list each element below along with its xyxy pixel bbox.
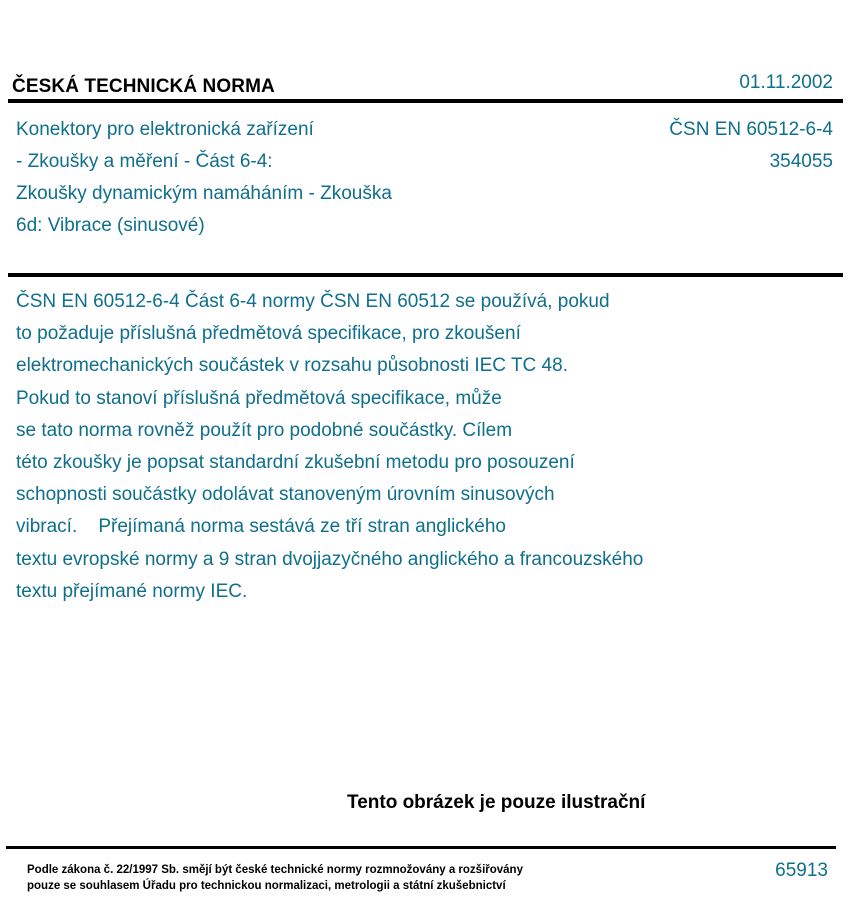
standard-title-line: 6d: Vibrace (sinusové) — [16, 215, 205, 236]
abstract-line: vibrací. Přejímaná norma sestává ze tří stran anglického — [16, 516, 506, 538]
standard-title — [16, 114, 486, 242]
issue-date: 01.11.2002 — [739, 72, 833, 93]
standard-title-line: Zkoušky dynamickým namáháním - Zkouška — [16, 183, 392, 204]
abstract-line: se tato norma rovněž použít pro podobné součástky. Cílem — [16, 419, 513, 441]
classification-code: 354055 — [769, 151, 833, 172]
legal-notice-line: Podle zákona č. 22/1997 Sb. smějí být české technické normy rozmnožovány a rozšiřovány — [27, 864, 523, 876]
abstract-line: to požaduje příslušná předmětová specifikace, pro zkoušení — [16, 323, 521, 345]
abstract-line: textu evropské normy a 9 stran dvojjazyčného anglického a francouzského — [16, 548, 644, 570]
abstract-line: textu přejímané normy IEC. — [16, 580, 248, 602]
header-divider — [8, 99, 843, 103]
standard-title-line: - Zkoušky a měření - Část 6-4: — [16, 151, 273, 172]
abstract-line: schopnosti součástky odolávat stanoveným úrovním sinusových — [16, 484, 555, 506]
abstract-line: ČSN EN 60512-6-4 Část 6-4 normy ČSN EN 60512 se používá, pokud — [16, 291, 610, 312]
abstract-line: elektromechanických součástek v rozsahu působnosti IEC TC 48. — [16, 355, 568, 377]
legal-notice — [27, 862, 523, 894]
legal-notice-line: pouze se souhlasem Úřadu pro technickou normalizaci, metrologii a státní zkušebnictví — [27, 880, 506, 892]
standard-title-line: Konektory pro elektronická zařízení — [16, 119, 314, 140]
title-divider — [8, 273, 843, 277]
illustration-notice: Tento obrázek je pouze ilustrační — [347, 792, 646, 813]
abstract-text — [16, 286, 836, 608]
document-number: 65913 — [775, 860, 828, 881]
footer-divider — [6, 846, 836, 849]
document-header-title: ČESKÁ TECHNICKÁ NORMA — [12, 76, 275, 97]
abstract-line: Pokud to stanoví příslušná předmětová specifikace, může — [16, 387, 502, 409]
standard-codes — [669, 114, 833, 178]
standard-designation: ČSN EN 60512-6-4 — [669, 119, 833, 140]
abstract-line: této zkoušky je popsat standardní zkušební metodu pro posouzení — [16, 452, 575, 474]
